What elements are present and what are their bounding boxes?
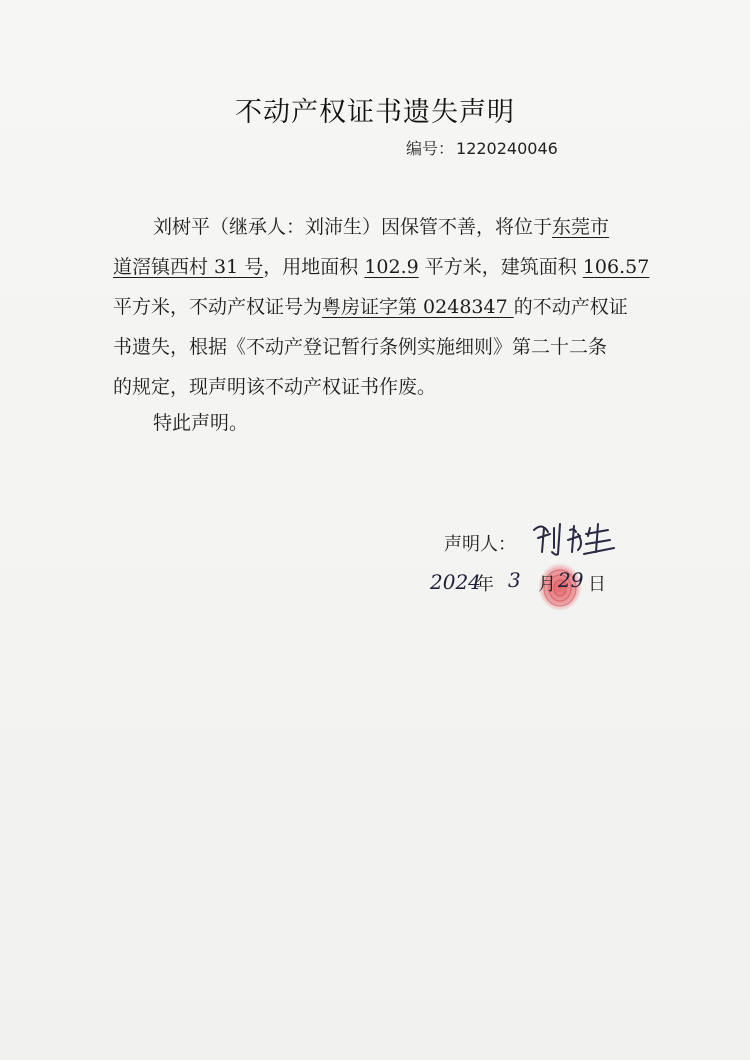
paragraph-line <box>113 247 650 287</box>
paragraph-text: 平方米，不动产权证号为 <box>113 296 323 318</box>
filled-field: 106.57 <box>582 256 650 278</box>
date-month: 3 <box>508 568 521 592</box>
filled-field: 粤房证字第 0248347 <box>322 296 514 318</box>
paragraph-line <box>113 367 643 407</box>
signatory-label: 声明人： <box>444 534 516 555</box>
paragraph-text: 书遗失，根据《不动产登记暂行条例实施细则》第二十二条 <box>113 336 608 358</box>
paragraph-line <box>113 327 643 367</box>
signing-date <box>430 566 630 606</box>
filled-field: 东莞市 <box>552 216 610 238</box>
declaration-paragraph <box>113 207 650 407</box>
filled-field: 102.9 <box>364 256 419 278</box>
handwritten-signature <box>528 516 618 560</box>
document-title: 不动产权证书遗失声明 <box>235 97 515 128</box>
document-number-label: 编号： <box>406 139 455 158</box>
closing-statement: 特此声明。 <box>153 412 249 434</box>
date-month-unit: 月 <box>538 574 556 595</box>
paragraph-text: 刘树平（继承人：刘沛生）因保管不善，将位于 <box>153 216 553 238</box>
paragraph-text: 平方米，建筑面积 <box>418 256 583 278</box>
paragraph-text: 的不动产权证 <box>513 296 628 318</box>
date-day-unit: 日 <box>588 574 606 595</box>
paragraph-line <box>113 207 643 247</box>
date-day: 29 <box>558 568 584 592</box>
date-year: 2024 <box>430 570 481 594</box>
paragraph-text: ，用地面积 <box>263 256 365 278</box>
document-number-value: 1220240046 <box>456 139 558 158</box>
paragraph-text: 的规定，现声明该不动产权证书作废。 <box>113 376 437 398</box>
paragraph-line <box>113 287 643 327</box>
date-year-unit: 年 <box>476 574 494 595</box>
document-number <box>406 136 558 159</box>
filled-field: 道滘镇西村 31 号 <box>113 256 264 278</box>
